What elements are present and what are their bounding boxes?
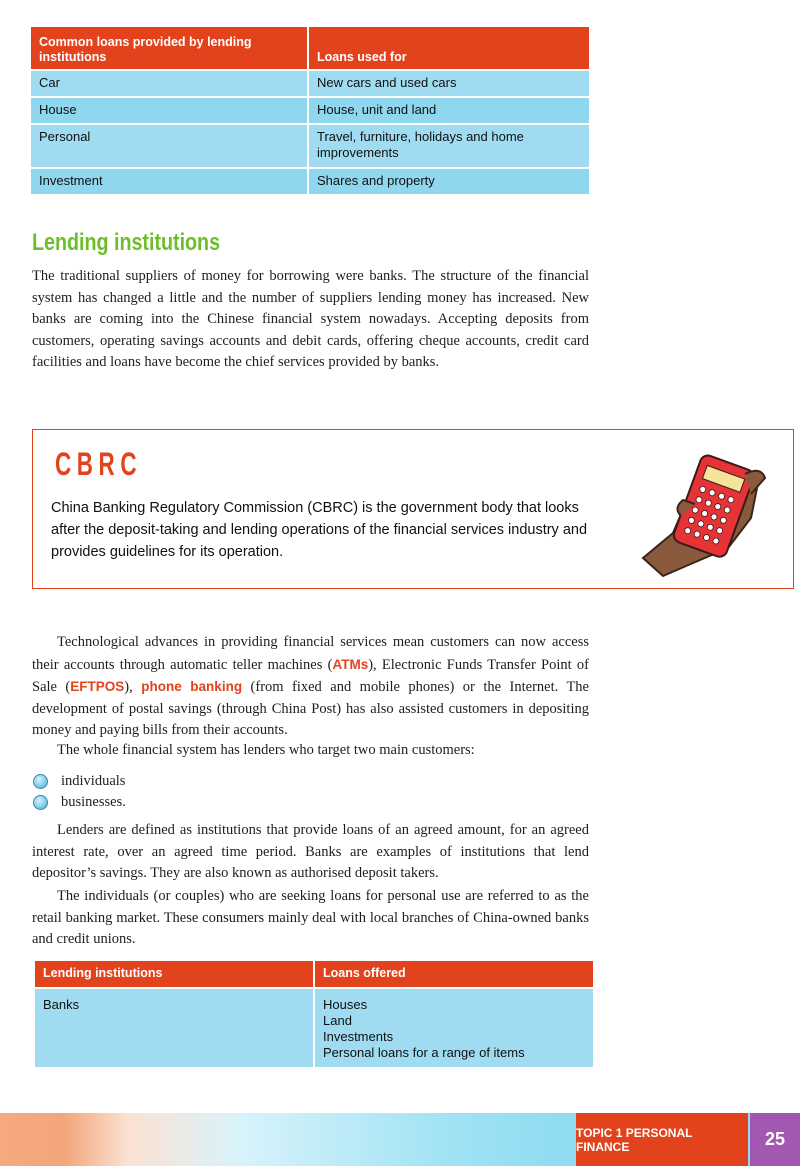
cbrc-title: CBRC xyxy=(55,446,143,482)
lending-institutions-table xyxy=(35,961,593,1069)
list-item xyxy=(33,792,126,812)
technology-paragraph xyxy=(32,632,589,742)
column-header: Common loans provided by lending institutions xyxy=(31,27,309,71)
table-cell: Banks xyxy=(35,989,315,1069)
text-run: ), Electronic Funds Transfer Point of Sale ( xyxy=(32,656,590,695)
table-cell xyxy=(315,989,593,1069)
list-item xyxy=(33,771,126,791)
customer-list xyxy=(33,771,126,813)
table-cell: Car xyxy=(31,71,309,98)
column-header: Lending institutions xyxy=(35,961,315,989)
text-run: (from fixed and mobile phones) or the Internet. The development of postal savings (through China Post) has also assisted customers in depositing money and paying bills from their accounts. xyxy=(32,679,589,738)
table-cell: Travel, furniture, holidays and home improvements xyxy=(309,125,589,169)
table-header-row xyxy=(35,961,593,989)
table-row xyxy=(31,71,589,98)
lenders-paragraph: Lenders are defined as institutions that provide loans of an agreed amount, for an agreed interest rate, over an agreed time period. Banks are examples of institutions that lend depositor’s savings. They are also known as authorised deposit takers. xyxy=(32,822,589,881)
footer-topic-label: TOPIC 1 PERSONAL FINANCE xyxy=(576,1113,748,1166)
table-cell: New cars and used cars xyxy=(309,71,589,98)
loan-item: Personal loans for a range of items xyxy=(323,1045,525,1060)
text-run: ), xyxy=(124,679,142,695)
text-run: Technological advances in providing financial services mean customers can now access their accounts through automatic teller machines ( xyxy=(32,634,589,673)
table-cell: House xyxy=(31,98,309,125)
calculator-in-hand-icon xyxy=(633,438,773,578)
customers-line: The whole financial system has lenders who target two main customers: xyxy=(57,742,475,758)
list-item-label: individuals xyxy=(61,772,126,789)
table-cell: Investment xyxy=(31,169,309,196)
bullet-icon xyxy=(33,795,48,810)
loan-item: Land xyxy=(323,1013,352,1028)
section-heading: Lending institutions xyxy=(32,229,221,256)
list-item-label: businesses. xyxy=(61,793,126,810)
column-header: Loans used for xyxy=(309,27,589,71)
loans-table xyxy=(31,27,589,196)
table-row xyxy=(31,169,589,196)
term-phone-banking: phone banking xyxy=(141,679,243,694)
term-atms: ATMs xyxy=(332,656,369,672)
cbrc-definition: China Banking Regulatory Commission (CBRC) is the government body that looks after the deposit-taking and lending operations of the financial services industry and provides guidelines for its operation. xyxy=(51,500,588,560)
table-header-row xyxy=(31,27,589,71)
loan-item: Investments xyxy=(323,1029,394,1044)
bullet-icon xyxy=(33,774,48,789)
cbrc-callout xyxy=(32,429,794,589)
table-row xyxy=(35,989,593,1069)
table-cell: House, unit and land xyxy=(309,98,589,125)
table-row xyxy=(31,125,589,169)
page-footer xyxy=(0,1113,800,1166)
term-eftpos: EFTPOS xyxy=(70,679,125,694)
column-header: Loans offered xyxy=(315,961,593,989)
table-cell: Shares and property xyxy=(309,169,589,196)
page-number: 25 xyxy=(750,1113,800,1166)
table-cell: Personal xyxy=(31,125,309,169)
retail-paragraph: The individuals (or couples) who are seeking loans for personal use are referred to as the retail banking market. These consumers mainly deal with local branches of China-owned banks and credit unions. xyxy=(32,888,589,947)
intro-paragraph: The traditional suppliers of money for borrowing were banks. The structure of the financial system has changed a little and the number of suppliers lending money has increased. New banks are coming into the Chinese financial system nowadays. Accepting deposits from customers, operating savings accounts and debit cards, offering cheque accounts, credit card facilities and loans have become the chief services provided by banks. xyxy=(32,268,589,370)
table-row xyxy=(31,98,589,125)
loan-item: Houses xyxy=(323,997,368,1012)
